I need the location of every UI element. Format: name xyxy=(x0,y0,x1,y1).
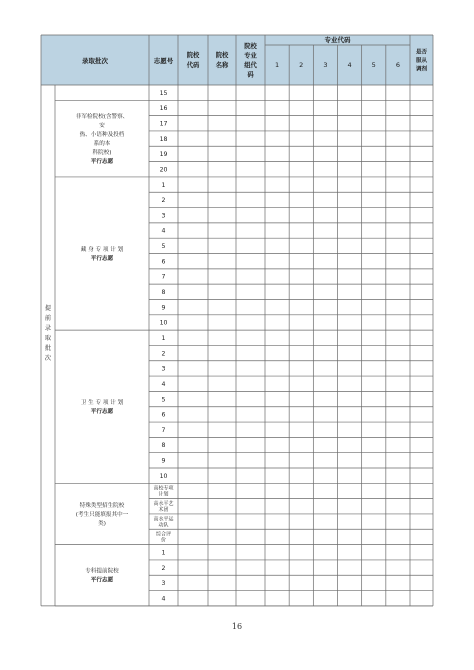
serial-number: 9 xyxy=(161,457,166,465)
serial-number: 4 xyxy=(161,227,166,235)
serial-number: 19 xyxy=(159,151,168,159)
serial-category: 计划 xyxy=(158,491,169,498)
serial-number: 8 xyxy=(161,289,166,297)
group-label: 平行志愿 xyxy=(90,409,114,416)
header-major-col: 1 xyxy=(275,61,280,69)
serial-number: 3 xyxy=(161,212,166,220)
header-adjust: 是否 xyxy=(415,49,428,56)
serial-category: 高水平艺 xyxy=(153,501,174,508)
group-label: 特殊类型招生院校 xyxy=(79,502,125,509)
header-school-code: 代码 xyxy=(186,62,200,70)
serial-number: 10 xyxy=(159,319,168,327)
header-major-col: 3 xyxy=(323,61,328,69)
serial-number: 5 xyxy=(161,396,166,404)
header-major-col: 5 xyxy=(371,61,376,69)
group-label: 专科提前院校 xyxy=(85,568,119,575)
serial-category: 高水平运 xyxy=(153,516,174,523)
header-group-code: 组代 xyxy=(244,61,257,69)
serial-number: 4 xyxy=(161,380,166,388)
header-school-code: 院校 xyxy=(186,52,200,60)
side-batch-label: 提 xyxy=(44,305,52,313)
side-batch-label: 批 xyxy=(44,345,52,353)
group-label: 藏 身 专 项 计 划 xyxy=(80,247,124,254)
side-batch-label: 次 xyxy=(44,355,52,363)
serial-number: 15 xyxy=(159,89,168,97)
header-adjust: 服从 xyxy=(415,57,428,64)
header-major-code: 专业代码 xyxy=(324,36,351,44)
header-school-name: 院校 xyxy=(215,52,229,60)
serial-number: 1 xyxy=(161,334,166,342)
serial-category: 价 xyxy=(160,537,167,544)
header-group-code: 院校 xyxy=(244,42,257,50)
group-label: 平行志愿 xyxy=(90,256,114,263)
group-label: 卫 生 专 项 计 划 xyxy=(80,400,124,407)
group-label: 非军检院校(含警察、 xyxy=(75,114,129,121)
group-label: 科院校) xyxy=(92,150,112,157)
side-batch-label: 录 xyxy=(44,325,52,333)
header-major-col: 6 xyxy=(395,61,400,69)
header-major-col: 4 xyxy=(347,61,352,69)
header-batch: 录取批次 xyxy=(82,57,108,65)
serial-number: 16 xyxy=(159,105,168,113)
serial-number: 6 xyxy=(161,258,166,266)
serial-category: 综合评 xyxy=(155,531,172,538)
group-label: (考生只能填报其中一 xyxy=(75,511,129,518)
side-batch-label: 取 xyxy=(44,335,52,343)
side-batch-label: 前 xyxy=(44,315,52,323)
group-label: 类) xyxy=(98,520,106,527)
header-major-col: 2 xyxy=(299,61,304,69)
serial-category: 术团 xyxy=(158,507,169,514)
page-number: 16 xyxy=(231,622,243,631)
serial-number: 2 xyxy=(161,350,166,358)
serial-number: 1 xyxy=(161,549,166,557)
serial-number: 2 xyxy=(161,197,166,205)
serial-number: 3 xyxy=(161,365,166,373)
serial-number: 17 xyxy=(159,120,168,128)
header-school-name: 名称 xyxy=(215,62,229,70)
serial-number: 4 xyxy=(161,595,166,603)
serial-number: 6 xyxy=(161,411,166,419)
header-group-code: 专业 xyxy=(244,52,257,60)
serial-number: 20 xyxy=(159,166,168,174)
header-group-code: 码 xyxy=(247,71,254,79)
serial-number: 9 xyxy=(161,304,166,312)
group-label: 安 xyxy=(99,123,105,130)
serial-number: 2 xyxy=(161,564,166,572)
header-serial: 志愿号 xyxy=(153,57,174,65)
group-label: 平行志愿 xyxy=(90,577,114,584)
serial-number: 5 xyxy=(161,243,166,251)
serial-number: 18 xyxy=(159,135,168,143)
header-adjust: 调剂 xyxy=(415,66,428,73)
group-label: 系的本 xyxy=(93,141,111,148)
serial-number: 8 xyxy=(161,442,166,450)
serial-number: 7 xyxy=(161,273,166,281)
serial-category: 高校专项 xyxy=(153,485,174,492)
serial-number: 7 xyxy=(161,426,166,434)
serial-number: 1 xyxy=(161,181,166,189)
group-label: 热、小语种及投档 xyxy=(79,132,125,139)
group-label: 平行志愿 xyxy=(90,159,114,166)
serial-number: 3 xyxy=(161,580,166,588)
serial-number: 10 xyxy=(159,472,168,480)
serial-category: 动队 xyxy=(158,522,169,529)
